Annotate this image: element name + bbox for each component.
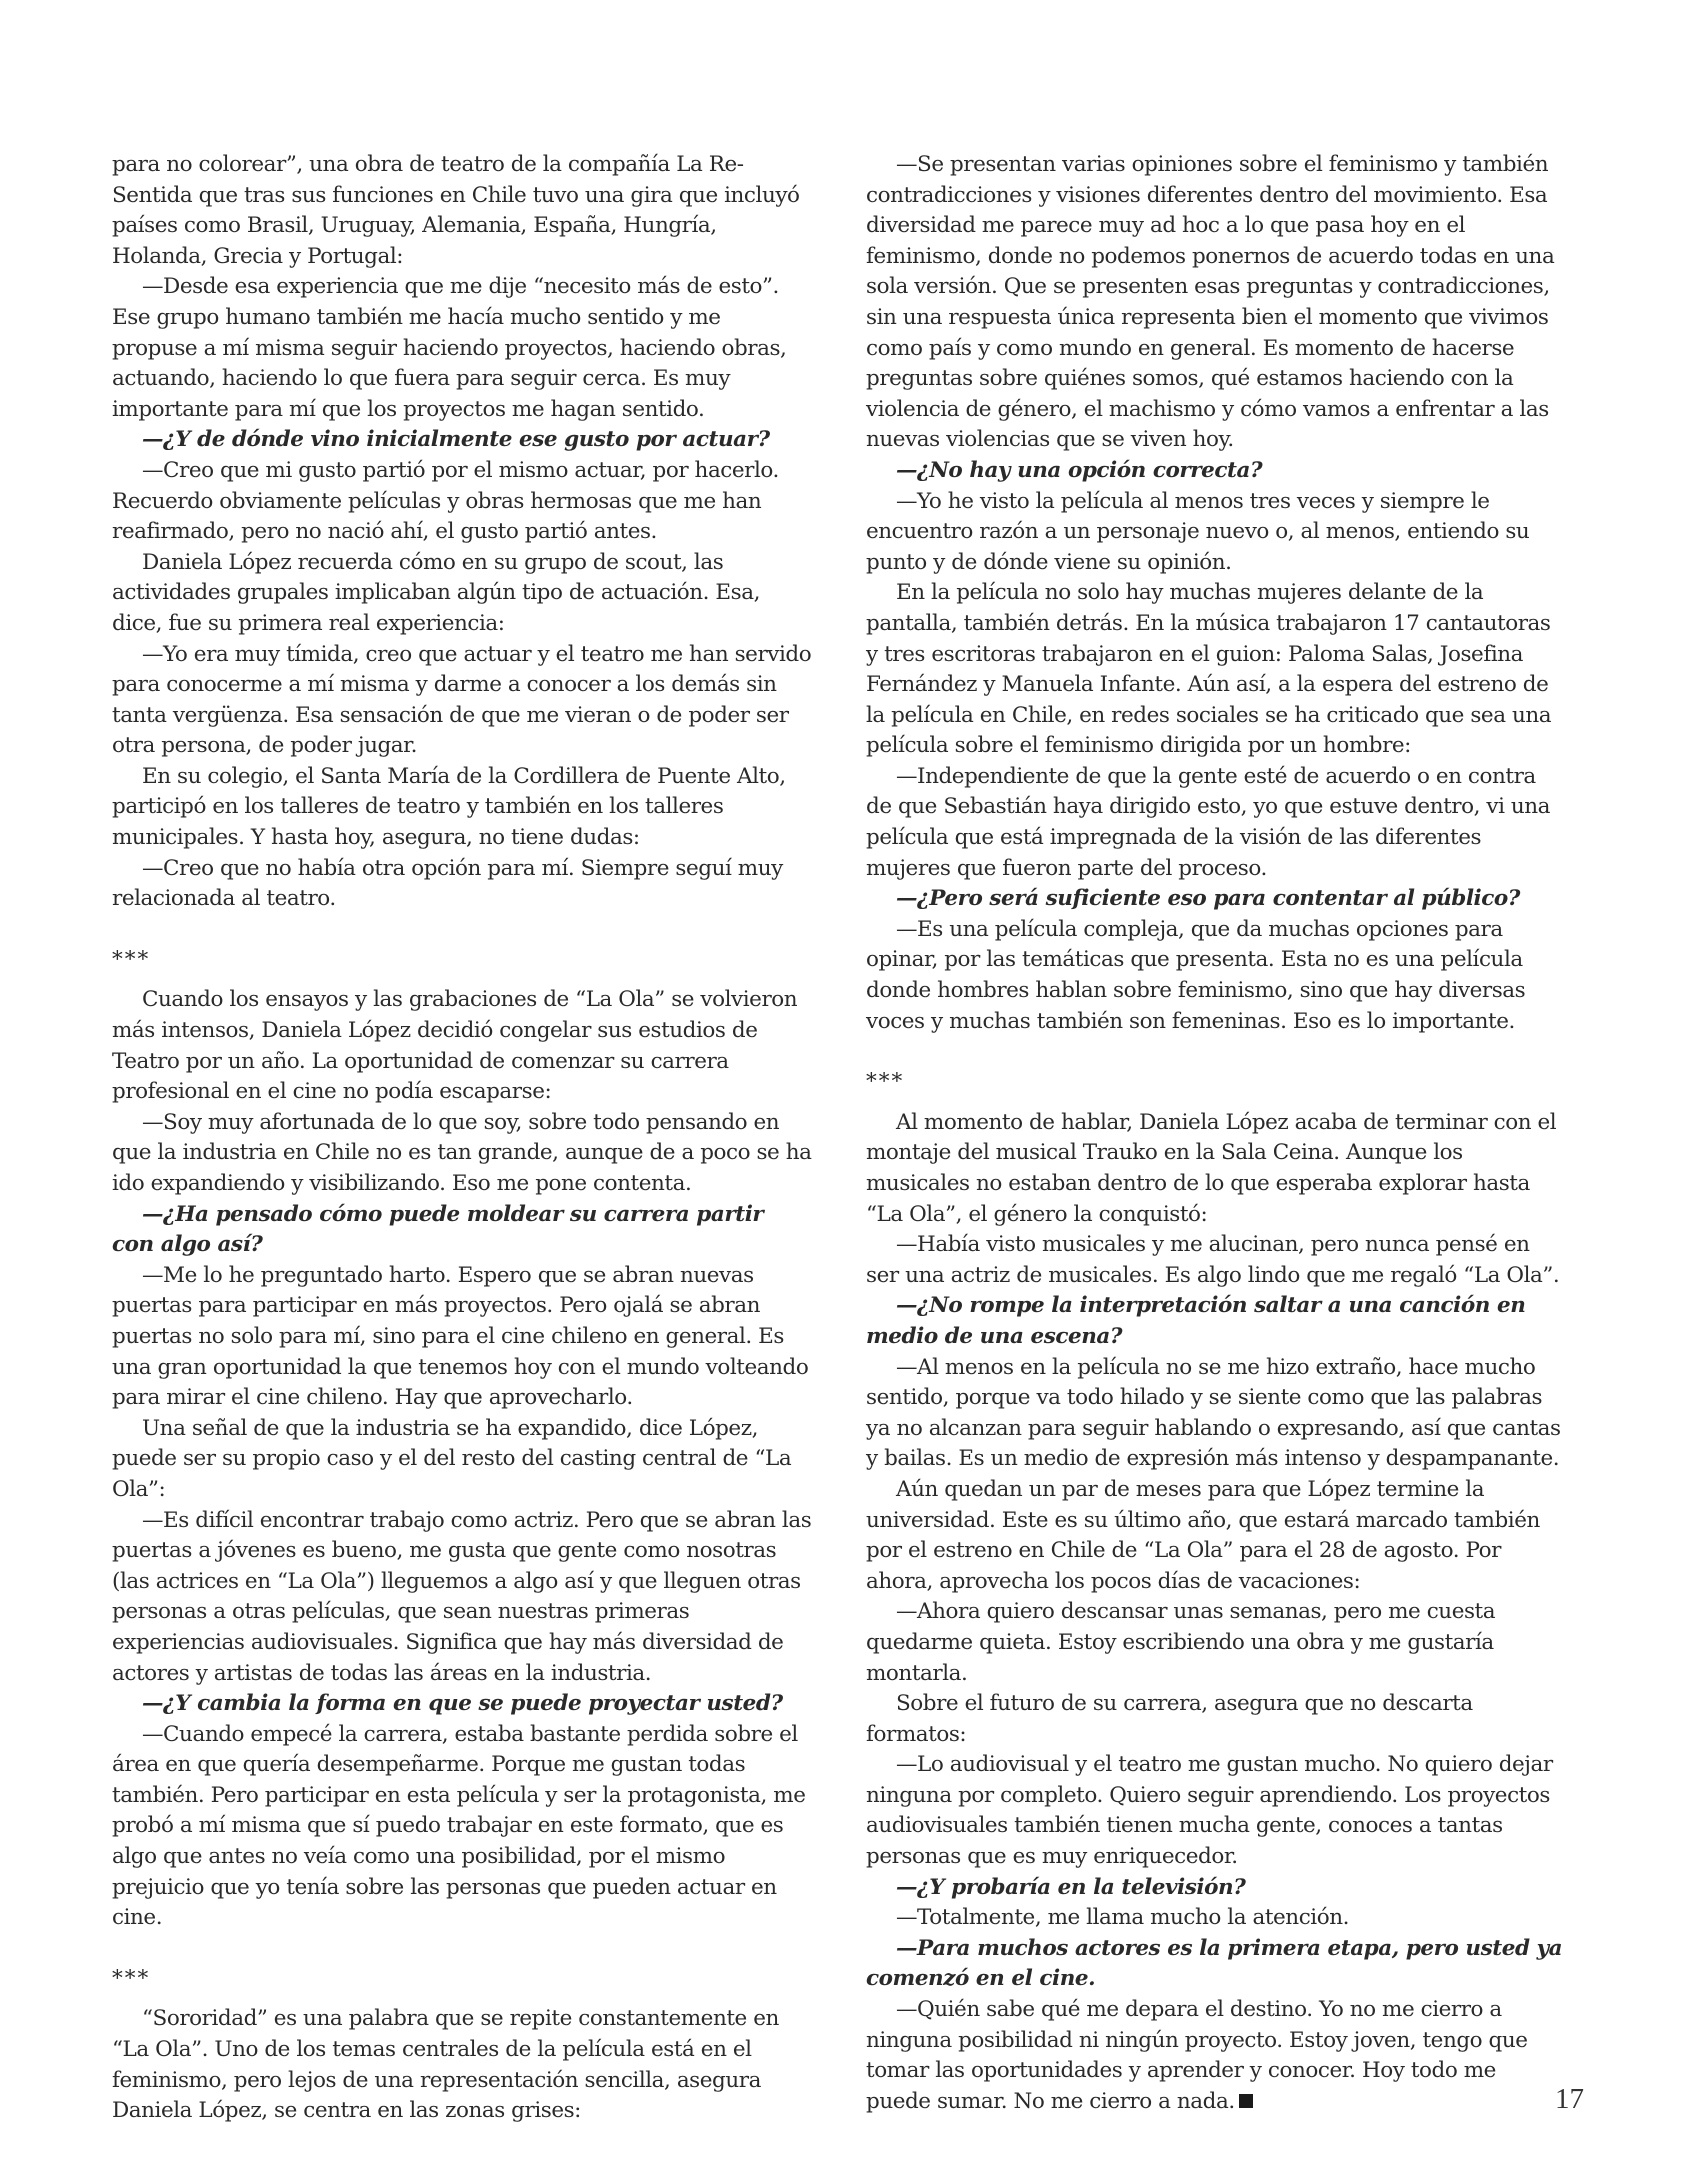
section-break bbox=[866, 1067, 1566, 1098]
right-column-text: —Al menos en la película no se me hizo extraño, hace mucho sentido, porque va todo hilado y se siente como que las palabras ya no alcanzan para seguir hablando o expresando, así que cantas y bailas. Es un medio de expresión más intenso y despampanante. bbox=[866, 1354, 1561, 1472]
paragraph bbox=[866, 1597, 1566, 1689]
interview-question bbox=[866, 1873, 1566, 1904]
left-column-text: —Es difícil encontrar trabajo como actriz. Pero que se abran las puertas a jóvenes es bueno, me gusta que gente como nosotras (las actrices en “La Ola”) lleguemos a algo así y que lleguen otras personas a otras películas, que sean nuestras primeras experiencias audiovisuales. Significa que hay más diversidad de actores y artistas de todas las áreas en la industria. bbox=[112, 1507, 812, 1686]
paragraph bbox=[112, 150, 812, 272]
page-number: 17 bbox=[1555, 2083, 1584, 2115]
right-column-text: En la película no solo hay muchas mujeres delante de la pantalla, también detrás. En la música trabajaron 17 cantautoras y tres escritoras trabajaron en el guion: Paloma Salas, Josefina Fernández y Manuela Infante. Aún así, a la espera del estreno de la película en Chile, en redes sociales se ha criticado que sea una película sobre el feminismo dirigida por un hombre: bbox=[866, 580, 1552, 759]
left-column-text: —Creo que mi gusto partió por el mismo actuar, por hacerlo. Recuerdo obviamente películas y obras hermosas que me han reafirmado, pero no nació ahí, el gusto partió antes. bbox=[112, 457, 779, 545]
right-column-text: —¿Y probaría en la televisión? bbox=[896, 1874, 1246, 1900]
paragraph bbox=[866, 1995, 1566, 2117]
right-column-text: Aún quedan un par de meses para que López termine la universidad. Este es su último año, que estará marcado también por el estreno en Chile de “La Ola” para el 28 de agosto. Por ahora, aprovecha los pocos días de vacaciones: bbox=[866, 1476, 1540, 1594]
left-column-text: “Sororidad” es una palabra que se repite constantemente en “La Ola”. Uno de los temas centrales de la película está en el feminismo, pero lejos de una representación sencilla, asegura Daniela López, se centra en las zonas grises: bbox=[112, 2006, 779, 2124]
end-of-article-icon bbox=[1239, 2094, 1253, 2108]
left-column-text: Daniela López recuerda cómo en su grupo de scout, las actividades grupales implicaban algún tipo de actuación. Esa, dice, fue su primera real experiencia: bbox=[112, 549, 761, 636]
paragraph bbox=[866, 1108, 1566, 1230]
right-column-text: —¿Pero será suficiente eso para contentar al público? bbox=[896, 886, 1520, 912]
section-break bbox=[112, 945, 812, 976]
right-column-text: —¿No rompe la interpretación saltar a una canción en medio de una escena? bbox=[866, 1293, 1526, 1349]
left-column-text: Una señal de que la industria se ha expandido, dice López, puede ser su propio caso y el del resto del casting central de “La Ola”: bbox=[112, 1415, 792, 1502]
paragraph bbox=[866, 487, 1566, 579]
paragraph bbox=[866, 150, 1566, 456]
right-column-text: Sobre el futuro de su carrera, asegura que no descarta formatos: bbox=[866, 1691, 1473, 1747]
left-column-text: *** bbox=[112, 946, 151, 972]
right-column bbox=[866, 150, 1566, 2117]
right-column-text: —Lo audiovisual y el teatro me gustan mucho. No quiero dejar ninguna por completo. Quiero seguir aprendiendo. Los proyectos audiovisuales también tienen mucha gente, conoces a tantas personas que es muy enriquecedor. bbox=[866, 1752, 1553, 1870]
left-column-text: Cuando los ensayos y las grabaciones de “La Ola” se volvieron más intensos, Daniela López decidió congelar sus estudios de Teatro por un año. La oportunidad de comenzar su carrera profesional en el cine no podía escaparse: bbox=[112, 987, 798, 1105]
paragraph bbox=[866, 1353, 1566, 1475]
left-column-text: —Cuando empecé la carrera, estaba bastante perdida sobre el área en que quería desempeñarme. Porque me gustan todas también. Pero participar en esta película y ser la protagonista, me probó a mí misma que sí puedo trabajar en este formato, que es algo que antes no veía como una posibilidad, por el mismo prejuicio que yo tenía sobre las personas que pueden actuar en cine. bbox=[112, 1721, 806, 1931]
paragraph bbox=[112, 1720, 812, 1934]
paragraph bbox=[112, 762, 812, 854]
paragraph bbox=[866, 1903, 1566, 1934]
right-column-text: —Ahora quiero descansar unas semanas, pero me cuesta quedarme quieta. Estoy escribiendo una obra y me gustaría montarla. bbox=[866, 1599, 1496, 1686]
paragraph bbox=[866, 578, 1566, 762]
right-column-text: —Yo he visto la película al menos tres veces y siempre le encuentro razón a un personaje nuevo o, al menos, entiendo su punto y de dónde viene su opinión. bbox=[866, 488, 1530, 575]
paragraph bbox=[866, 1230, 1566, 1291]
paragraph bbox=[112, 2004, 812, 2126]
interview-question bbox=[112, 1689, 812, 1720]
left-column bbox=[112, 150, 812, 2127]
right-column-text: —Totalmente, me llama mucho la atención. bbox=[896, 1905, 1349, 1931]
right-column-text: —Se presentan varias opiniones sobre el feminismo y también contradicciones y visiones diferentes dentro del movimiento. Esa diversidad me parece muy ad hoc a lo que pasa hoy en el feminismo, donde no podemos ponernos de acuerdo todas en una sola versión. Que se presenten esas preguntas y contradicciones, sin una respuesta única representa bien el momento que vivimos como país y como mundo en general. Es momento de hacerse preguntas sobre quiénes somos, qué estamos haciendo con la violencia de género, el machismo y cómo vamos a enfrentar a las nuevas violencias que se viven hoy. bbox=[866, 152, 1555, 453]
left-column-text: —¿Y de dónde vino inicialmente ese gusto por actuar? bbox=[142, 427, 770, 453]
left-column-text: —Soy muy afortunada de lo que soy, sobre todo pensando en que la industria en Chile no es tan grande, aunque de a poco se ha ido expandiendo y visibilizando. Eso me pone contenta. bbox=[112, 1109, 812, 1196]
left-column-text: —Creo que no había otra opción para mí. Siempre seguí muy relacionada al teatro. bbox=[112, 855, 783, 912]
left-column-text: —Me lo he preguntado harto. Espero que se abran nuevas puertas para participar en más proyectos. Pero ojalá se abran puertas no solo para mí, sino para el cine chileno en general. Es una gran oportunidad la que tenemos hoy con el mundo volteando para mirar el cine chileno. Hay que aprovecharlo. bbox=[112, 1262, 809, 1411]
interview-question bbox=[112, 425, 812, 456]
paragraph bbox=[866, 1475, 1566, 1597]
right-column-text: *** bbox=[866, 1069, 905, 1095]
section-break bbox=[112, 1964, 812, 1995]
right-column-text: —Quién sabe qué me depara el destino. Yo no me cierro a ninguna posibilidad ni ningún proyecto. Estoy joven, tengo que tomar las oportunidades y aprender y conocer. Hoy todo me puede sumar. No me cierro a nada. bbox=[866, 1997, 1528, 2114]
paragraph bbox=[112, 640, 812, 762]
paragraph bbox=[112, 272, 812, 425]
left-column-text: *** bbox=[112, 1965, 151, 1991]
left-column-text: —Yo era muy tímida, creo que actuar y el teatro me han servido para conocerme a mí misma y darme a conocer a los demás sin tanta vergüenza. Esa sensación de que me vieran o de poder ser otra persona, de poder jugar. bbox=[112, 641, 812, 759]
right-column-text: —Independiente de que la gente esté de acuerdo o en contra de que Sebastián haya dirigido esto, yo que estuve dentro, vi una película que está impregnada de la visión de las diferentes mujeres que fueron parte del proceso. bbox=[866, 763, 1551, 881]
left-column-text: —¿Ha pensado cómo puede moldear su carrera partir con algo así? bbox=[112, 1201, 764, 1258]
left-column-text: para no colorear”, una obra de teatro de la compañía La Re-Sentida que tras sus funciones en Chile tuvo una gira que incluyó países como Brasil, Uruguay, Alemania, España, Hungría, Holanda, Grecia y Portugal: bbox=[112, 152, 800, 269]
right-column-text: —Había visto musicales y me alucinan, pero nunca pensé en ser una actriz de musicales. Es algo lindo que me regaló “La Ola”. bbox=[866, 1232, 1560, 1288]
paragraph bbox=[112, 1108, 812, 1200]
paragraph bbox=[112, 1414, 812, 1506]
interview-question bbox=[866, 456, 1566, 487]
paragraph bbox=[866, 1689, 1566, 1750]
paragraph bbox=[112, 1506, 812, 1690]
paragraph bbox=[112, 1261, 812, 1414]
paragraph bbox=[866, 915, 1566, 1037]
right-column-text: —Es una película compleja, que da muchas opciones para opinar, por las temáticas que presenta. Esta no es una película donde hombres hablan sobre feminismo, sino que hay diversas voces y muchas también son femeninas. Eso es lo importante. bbox=[866, 916, 1526, 1034]
left-column-text: —Desde esa experiencia que me dije “necesito más de esto”. Ese grupo humano también me hacía mucho sentido y me propuse a mí misma seguir haciendo proyectos, haciendo obras, actuando, haciendo lo que fuera para seguir cerca. Es muy importante para mí que los proyectos me hagan sentido. bbox=[112, 274, 787, 422]
left-column-text: —¿Y cambia la forma en que se puede proyectar usted? bbox=[142, 1691, 783, 1717]
paragraph bbox=[112, 985, 812, 1107]
right-column-text: —¿No hay una opción correcta? bbox=[896, 457, 1263, 483]
interview-question bbox=[112, 1200, 812, 1261]
paragraph bbox=[866, 762, 1566, 884]
paragraph bbox=[112, 854, 812, 915]
interview-question bbox=[866, 1934, 1566, 1995]
left-column-text: En su colegio, el Santa María de la Cordillera de Puente Alto, participó en los talleres de teatro y también en los talleres municipales. Y hasta hoy, asegura, no tiene dudas: bbox=[112, 763, 786, 851]
interview-question bbox=[866, 1291, 1566, 1352]
right-column-text: Al momento de hablar, Daniela López acaba de terminar con el montaje del musical Trauko en la Sala Ceina. Aunque los musicales no estaban dentro de lo que esperaba explorar hasta “La Ola”, el género la conquistó: bbox=[866, 1109, 1557, 1227]
interview-question bbox=[866, 884, 1566, 915]
paragraph bbox=[112, 456, 812, 548]
paragraph bbox=[112, 548, 812, 640]
right-column-text: —Para muchos actores es la primera etapa, pero usted ya comenzó en el cine. bbox=[866, 1935, 1563, 1992]
paragraph bbox=[866, 1750, 1566, 1872]
